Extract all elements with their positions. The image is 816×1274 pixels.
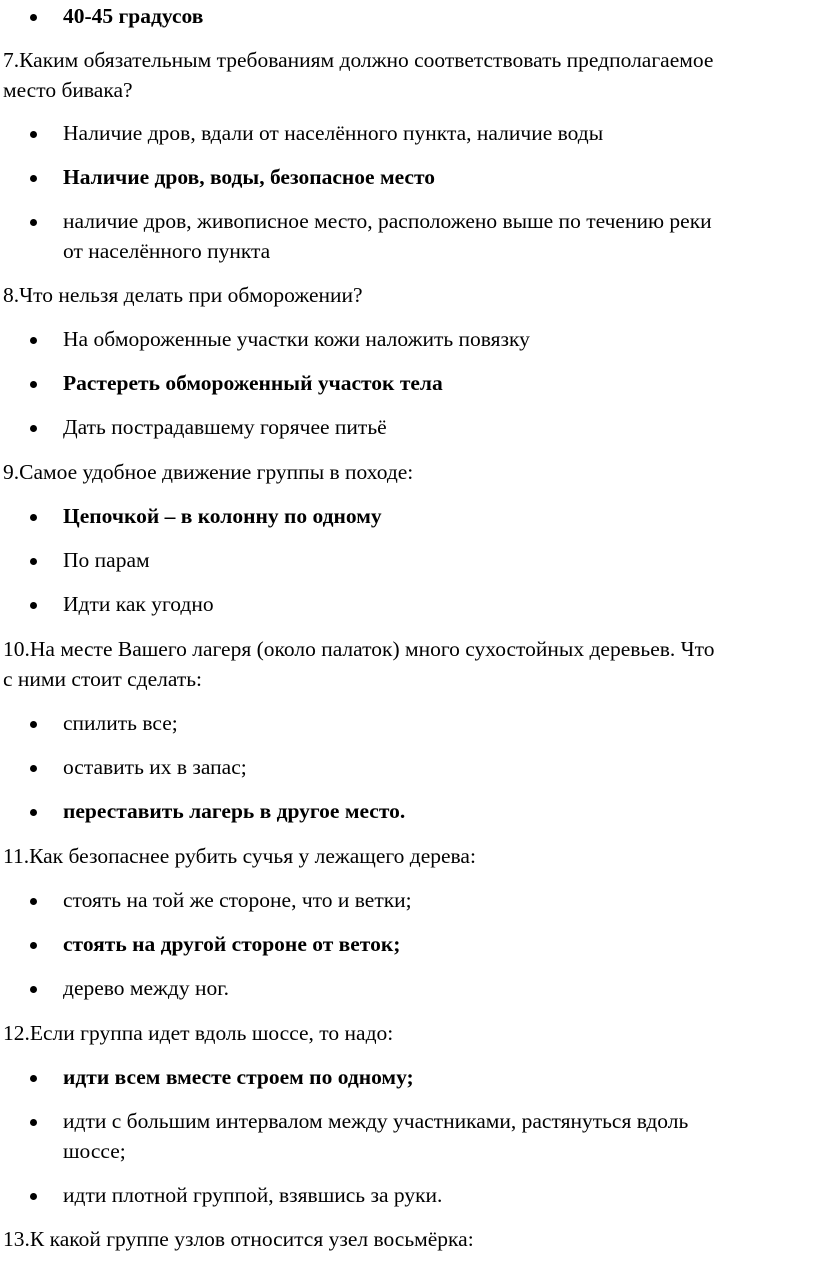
bullet-icon xyxy=(30,809,37,816)
answer-option-correct: стоять на другой стороне от веток; xyxy=(63,932,401,956)
answer-option: дерево между ног. xyxy=(63,976,229,1000)
bullet-icon xyxy=(30,425,37,432)
bullet-icon xyxy=(30,175,37,182)
answer-option-correct: Наличие дров, воды, безопасное место xyxy=(63,165,435,189)
question-11-text: 11.Как безопаснее рубить сучья у лежащего дерева: xyxy=(3,844,476,868)
bullet-icon xyxy=(30,337,37,344)
bullet-icon xyxy=(30,558,37,565)
answer-option: Дать пострадавшему горячее питьё xyxy=(63,415,387,439)
answer-option-correct: переставить лагерь в другое место. xyxy=(63,799,406,823)
answer-option: идти плотной группой, взявшись за руки. xyxy=(63,1183,443,1207)
question-12-text: 12.Если группа идет вдоль шоссе, то надо: xyxy=(3,1021,394,1045)
answer-option: Идти как угодно xyxy=(63,592,214,616)
answer-option: На обмороженные участки кожи наложить повязку xyxy=(63,327,530,351)
bullet-icon xyxy=(30,14,37,21)
answer-option-correct: идти всем вместе строем по одному; xyxy=(63,1065,414,1089)
question-8-text: 8.Что нельзя делать при обморожении? xyxy=(3,283,363,307)
question-13-text: 13.К какой группе узлов относится узел восьмёрка: xyxy=(3,1227,474,1251)
answer-option-correct: Цепочкой – в колонну по одному xyxy=(63,504,382,528)
question-9-text: 9.Самое удобное движение группы в походе: xyxy=(3,460,414,484)
bullet-icon xyxy=(30,219,37,226)
answer-option: Наличие дров, вдали от населённого пункта, наличие воды xyxy=(63,121,604,145)
question-10-text: 10.На месте Вашего лагеря (около палаток) много сухостойных деревьев. Что xyxy=(3,637,715,661)
answer-option: стоять на той же стороне, что и ветки; xyxy=(63,888,412,912)
answer-option: оставить их в запас; xyxy=(63,755,247,779)
bullet-icon xyxy=(30,942,37,949)
bullet-icon xyxy=(30,602,37,609)
answer-option-cont: от населённого пункта xyxy=(63,239,271,263)
answer-option: наличие дров, живописное место, расположено выше по течению реки xyxy=(63,209,712,233)
answer-option-cont: шоссе; xyxy=(63,1139,126,1163)
answer-option-correct: Растереть обмороженный участок тела xyxy=(63,371,443,395)
question-7-text: 7.Каким обязательным требованиям должно соответствовать предполагаемое xyxy=(3,48,714,72)
question-10-text-cont: с ними стоит сделать: xyxy=(3,667,203,691)
bullet-icon xyxy=(30,131,37,138)
bullet-icon xyxy=(30,765,37,772)
answer-option-correct: 40-45 градусов xyxy=(63,4,204,28)
bullet-icon xyxy=(30,986,37,993)
answer-option: спилить все; xyxy=(63,711,178,735)
bullet-icon xyxy=(30,721,37,728)
answer-option: По парам xyxy=(63,548,150,572)
answer-option: идти с большим интервалом между участниками, растянуться вдоль xyxy=(63,1109,689,1133)
bullet-icon xyxy=(30,1119,37,1126)
question-7-text-cont: место бивака? xyxy=(3,78,133,102)
bullet-icon xyxy=(30,898,37,905)
bullet-icon xyxy=(30,1075,37,1082)
bullet-icon xyxy=(30,1193,37,1200)
bullet-icon xyxy=(30,514,37,521)
bullet-icon xyxy=(30,381,37,388)
